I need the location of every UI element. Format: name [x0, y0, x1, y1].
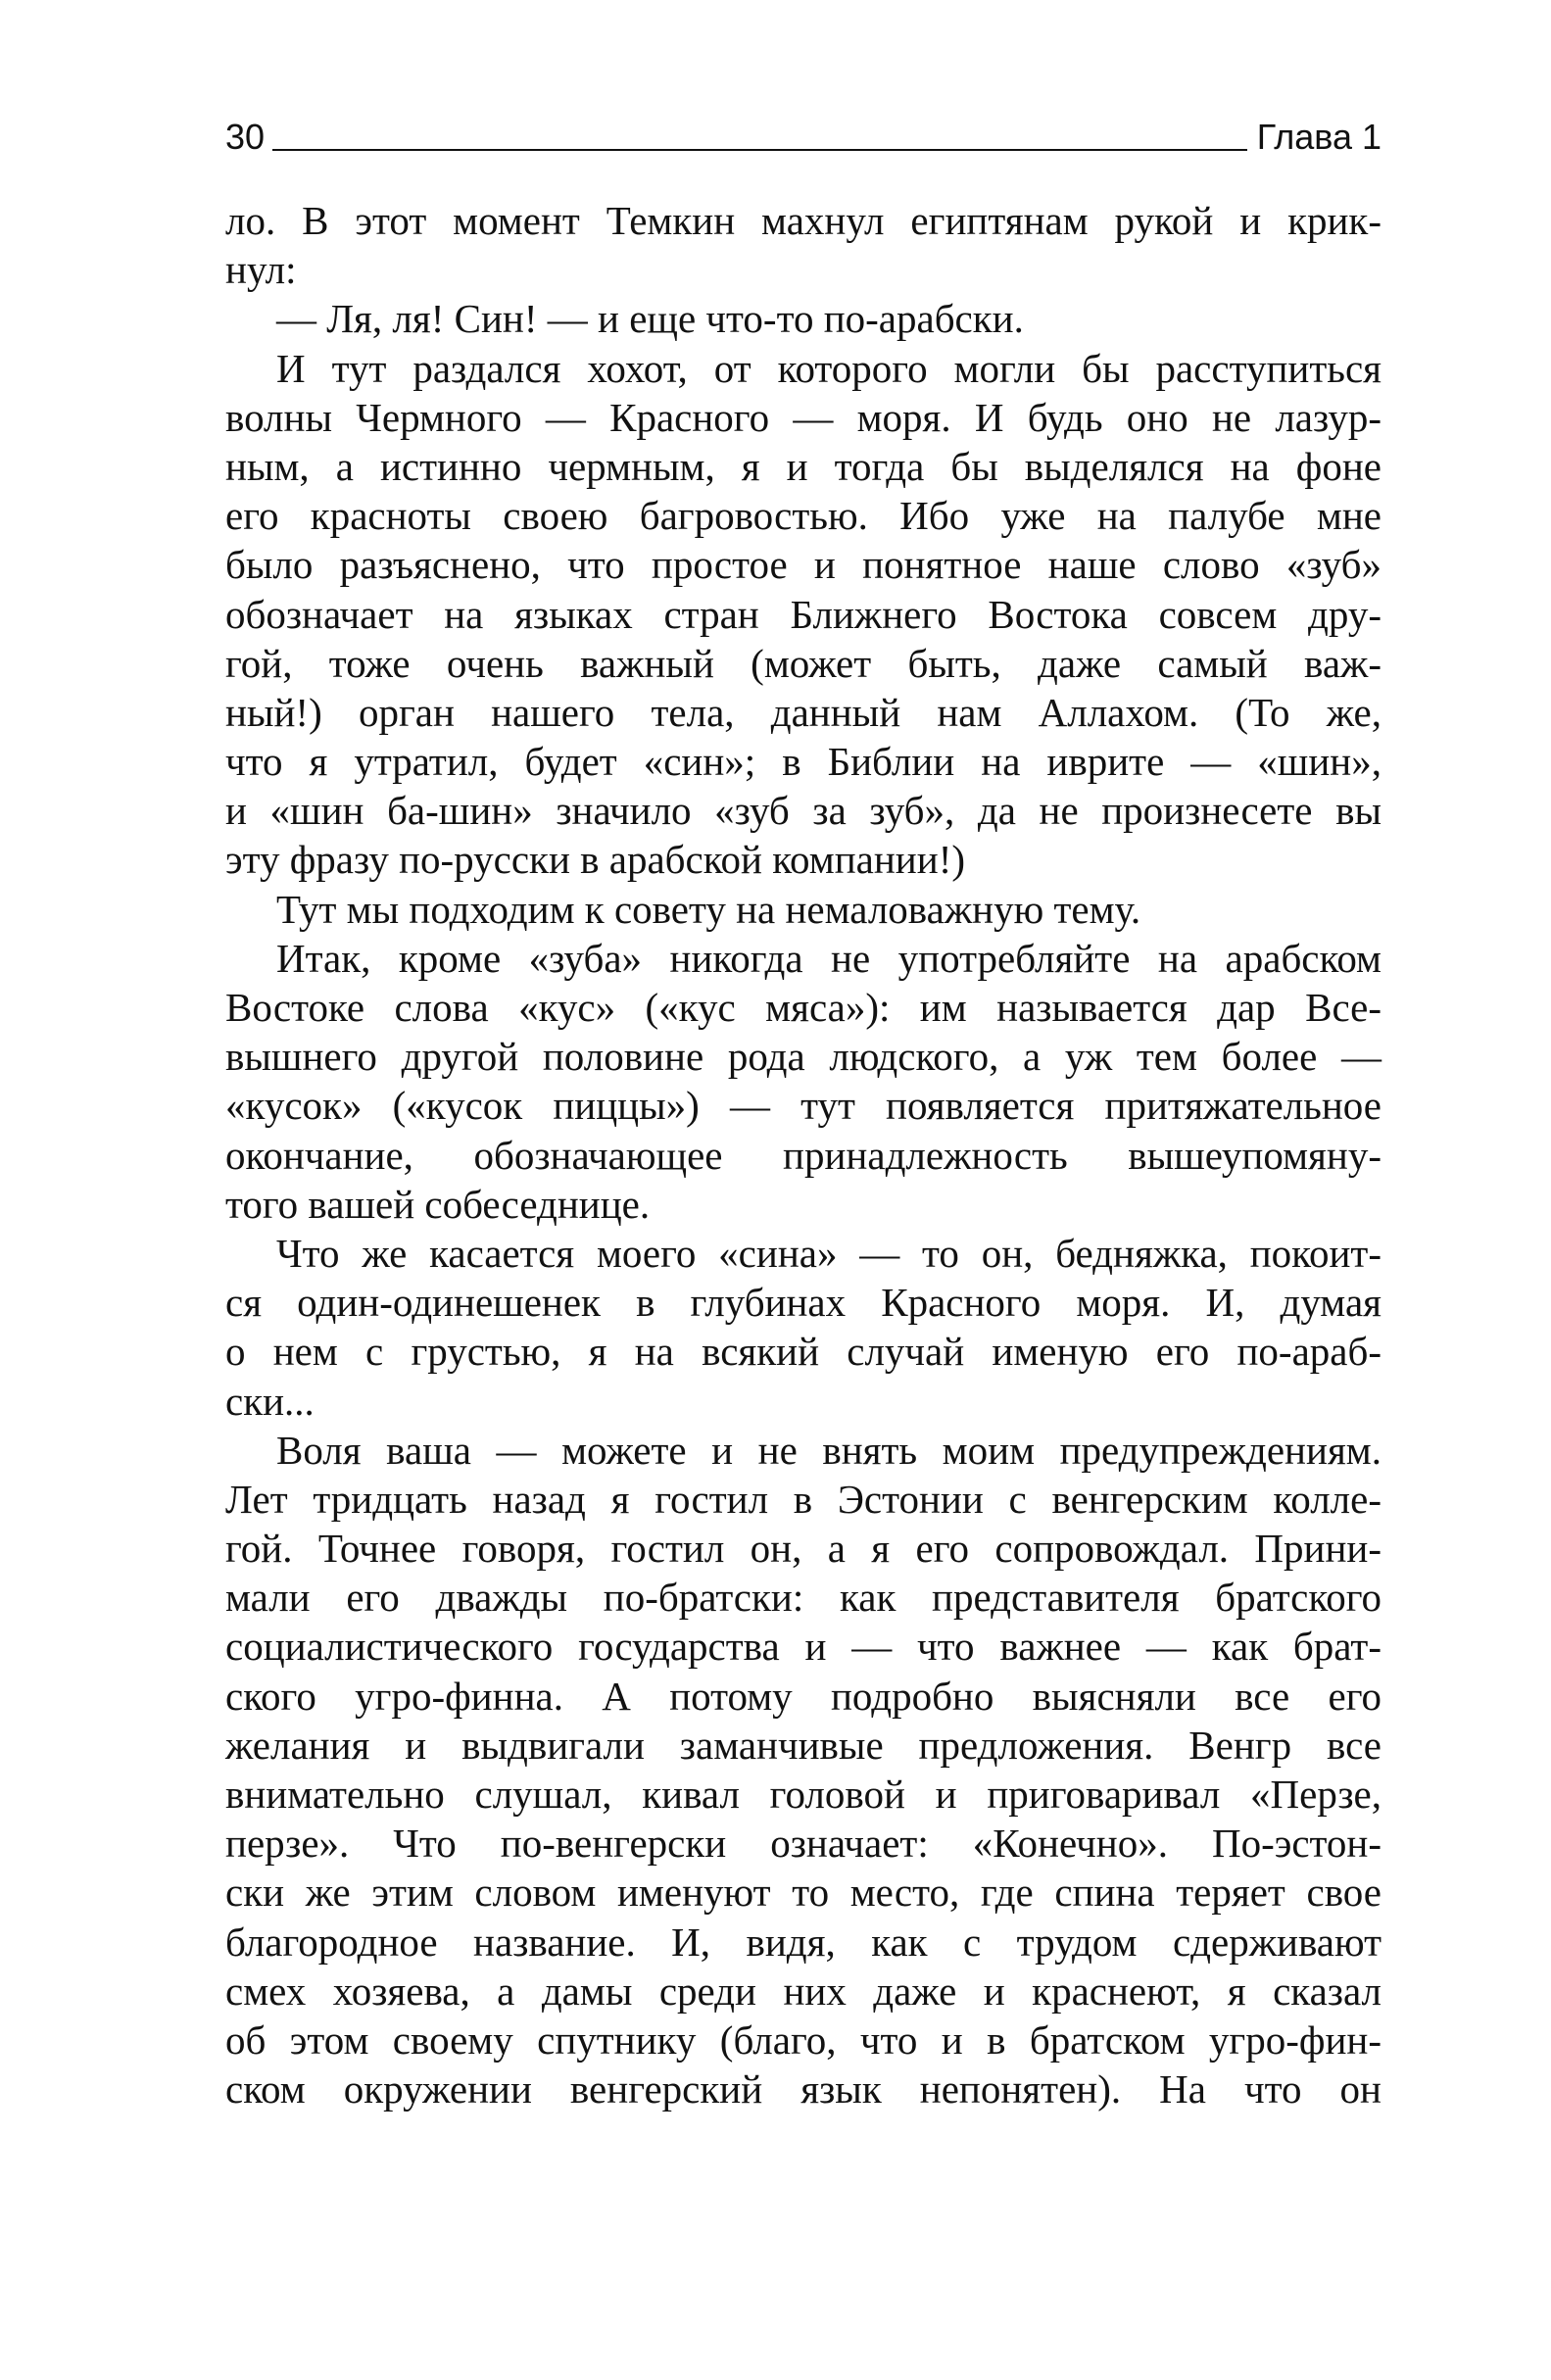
text-line: Тут мы подходим к совету на немаловажную тему. [276, 886, 1141, 932]
text-line: что я утратил, будет «син»; в Библии на иврите — «шин», [225, 739, 1381, 785]
text-line: ском окружении венгерский язык непонятен). На что он [225, 2066, 1381, 2113]
text-line: окончание, обозначающее принадлежность вышеупомяну- [225, 1132, 1381, 1178]
text-line: Что же касается моего «сина» — то он, бедняжка, покоит- [276, 1230, 1381, 1276]
text-line: гой. Точнее говоря, гостил он, а я его сопровождал. Прини- [225, 1526, 1381, 1572]
text-line: Лет тридцать назад я гостил в Эстонии с венгерским колле- [225, 1476, 1381, 1522]
text-line: волны Чермного — Красного — моря. И будь оно не лазур- [225, 394, 1381, 440]
text-line: того вашей собеседнице. [225, 1181, 651, 1227]
chapter-title: Глава 1 [1256, 117, 1381, 157]
text-line: обозначает на языках стран Ближнего Востока совсем дру- [225, 591, 1381, 637]
text-line: И тут раздался хохот, от которого могли бы расступиться [276, 345, 1381, 391]
running-header [225, 110, 1381, 157]
text-line: перзе». Что по-венгерски означает: «Конечно». По-эстон- [225, 1821, 1381, 1867]
text-line: ло. В этот момент Темкин махнул египтянам рукой и крик- [225, 198, 1381, 243]
text-line: ски же этим словом именуют то место, где спина теряет свое [225, 1870, 1381, 1916]
text-line: его красноты своею багровостью. Ибо уже на палубе мне [225, 493, 1381, 539]
page-number: 30 [225, 117, 266, 157]
text-line: было разъяснено, что простое и понятное наше слово «зуб» [225, 542, 1381, 588]
text-line: смех хозяева, а дамы среди них даже и краснеют, я сказал [225, 1967, 1381, 2014]
text-line: Воля ваша — можете и не внять моим предупреждениям. [276, 1427, 1381, 1473]
text-line: Итак, кроме «зуба» никогда не употребляйте на арабском [276, 935, 1381, 981]
text-line: Востоке слова «кус» («кус мяса»): им называется дар Все- [225, 985, 1381, 1030]
text-line: вышнего другой половине рода людского, а уж тем более — [225, 1034, 1381, 1080]
body-text [225, 196, 1381, 2113]
text-line: социалистического государства и — что важнее — как брат- [225, 1624, 1381, 1670]
text-line: «кусок» («кусок пиццы») — тут появляется притяжательное [225, 1083, 1381, 1129]
text-line: ный!) орган нашего тела, данный нам Аллахом. (То же, [225, 689, 1381, 735]
text-line: гой, тоже очень важный (может быть, даже самый важ- [225, 640, 1381, 686]
text-line: желания и выдвигали заманчивые предложения. Венгр все [225, 1722, 1381, 1768]
text-line: об этом своему спутнику (благо, что и в братском угро-фин- [225, 2016, 1381, 2063]
text-line: ского угро-финна. А потому подробно выясняли все его [225, 1673, 1381, 1719]
text-line: внимательно слушал, кивал головой и приговаривал «Перзе, [225, 1772, 1381, 1817]
header-rule [272, 149, 1247, 151]
text-line: ся один-одинешенек в глубинах Красного моря. И, думая [225, 1280, 1381, 1326]
text-line: ным, а истинно чермным, я и тогда бы выделялся на фоне [225, 443, 1381, 489]
text-line: благородное название. И, видя, как с трудом сдерживают [225, 1919, 1381, 1965]
text-line: — Ля, ля! Син! — и еще что-то по-арабски. [276, 296, 1024, 342]
text-line: ски... [225, 1378, 315, 1424]
text-line: мали его дважды по-братски: как представителя братского [225, 1575, 1381, 1621]
text-line: эту фразу по-русски в арабской компании!) [225, 837, 965, 883]
text-line: о нем с грустью, я на всякий случай именую его по-араб- [225, 1329, 1381, 1375]
text-line: и «шин ба-шин» значило «зуб за зуб», да не произнесете вы [225, 788, 1381, 834]
text-line: нул: [225, 247, 297, 293]
